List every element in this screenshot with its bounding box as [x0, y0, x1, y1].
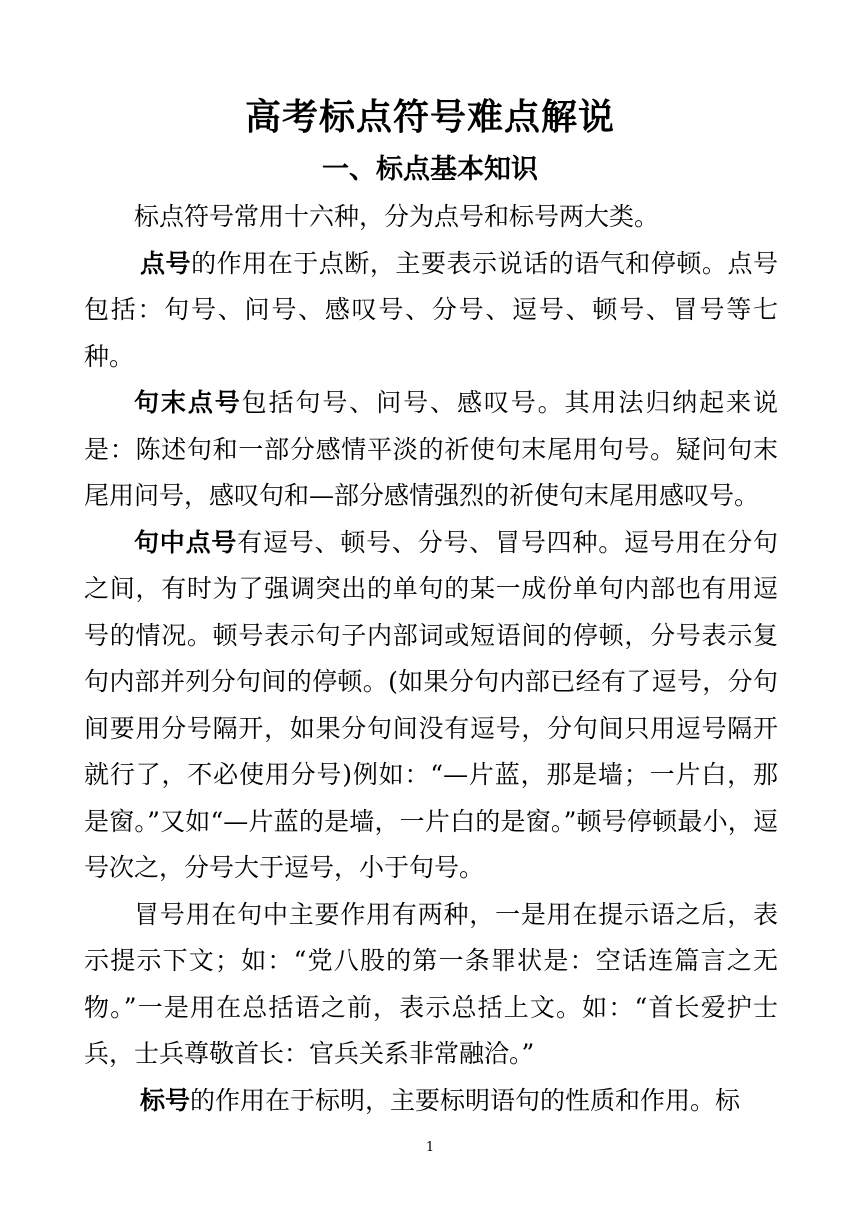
paragraph-3	[84, 380, 778, 520]
paragraph-2-text: 的作用在于点断，主要表示说话的语气和停顿。点号包括：句号、问号、感叹号、分号、逗号、顿号、冒号等七种。	[84, 248, 778, 371]
paragraph-6-term: 标号	[140, 1085, 191, 1115]
paragraph-4	[84, 520, 778, 892]
paragraph-5	[84, 892, 778, 1078]
paragraph-6	[84, 1078, 778, 1125]
paragraph-3-text: 包括句号、问号、感叹号。其用法归纳起来说是：陈述句和一部分感情平淡的祈使句末尾用句号。疑问句末尾用问号，感叹句和—部分感情强烈的祈使句末尾用感叹号。	[84, 388, 778, 510]
paragraph-1-text: 标点符号常用十六种，分为点号和标号两大类。	[134, 202, 660, 231]
paragraph-4-term: 句中点号	[134, 527, 238, 557]
paragraph-1	[84, 194, 778, 241]
paragraph-3-term: 句末点号	[134, 388, 242, 417]
document-title: 高考标点符号难点解说	[244, 96, 615, 138]
paragraph-6-text: 的作用在于标明，主要标明语句的性质和作用。标	[190, 1085, 741, 1115]
section-heading: 一、标点基本知识	[322, 154, 538, 185]
paragraph-2	[84, 241, 778, 381]
document-body	[84, 194, 778, 1124]
paragraph-5-text: 冒号用在句中主要作用有两种，一是用在提示语之后，表示提示下文；如：“党八股的第一条罪状是：空话连篇言之无物。”一是用在总括语之前，表示总括上文。如：“首长爱护士兵，士兵尊敬首长：官兵关系非常融洽。”	[84, 899, 778, 1068]
page-number: 1	[425, 1140, 435, 1155]
paragraph-2-term: 点号	[140, 248, 192, 278]
paragraph-4-text: 有逗号、顿号、分号、冒号四种。逗号用在分句之间，有时为了强调突出的单句的某一成份单句内部也有用逗号的情况。顿号表示句子内部词或短语间的停顿，分号表示复句内部并列分句间的停顿。(如果分句内部已经有了逗号，分句间要用分号隔开，如果分句间没有逗号，分句间只用逗号隔开就行了，不必使用分号)例如：“—片蓝，那是墙；一片白，那是窗。”又如“—片蓝的是墙，一片白的是窗。”顿号停顿最小，逗号次之，分号大于逗号，小于句号。	[84, 527, 778, 882]
